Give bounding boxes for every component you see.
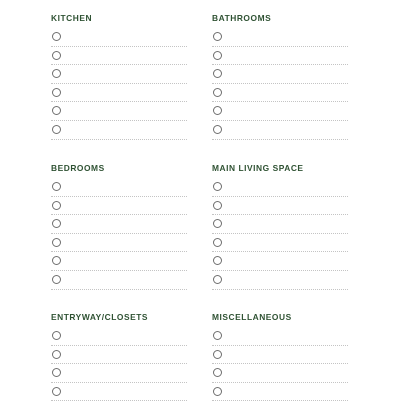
- checkbox-circle-icon[interactable]: [52, 182, 61, 191]
- checklist-item: [212, 47, 348, 66]
- checklist-item: [51, 383, 187, 401]
- section-title: MISCELLANEOUS: [212, 312, 292, 322]
- checklist-item: [51, 47, 187, 66]
- checklist-item: [212, 121, 348, 140]
- checklist-item: [212, 65, 348, 84]
- checkbox-circle-icon[interactable]: [52, 256, 61, 265]
- checklist-item: [51, 28, 187, 47]
- checklist-item: [51, 252, 187, 271]
- section-title: MAIN LIVING SPACE: [212, 163, 304, 173]
- checklist-item: [51, 234, 187, 253]
- checklist: [51, 327, 187, 401]
- checklist: [51, 28, 187, 140]
- checkbox-circle-icon[interactable]: [213, 368, 222, 377]
- checklist-item: [51, 102, 187, 121]
- checklist-item: [51, 364, 187, 383]
- checklist-item: [212, 327, 348, 346]
- checklist-item: [51, 346, 187, 365]
- checkbox-circle-icon[interactable]: [213, 238, 222, 247]
- checkbox-circle-icon[interactable]: [52, 219, 61, 228]
- checkbox-circle-icon[interactable]: [52, 125, 61, 134]
- checklist-item: [212, 364, 348, 383]
- checklist: [212, 327, 348, 401]
- checkbox-circle-icon[interactable]: [213, 32, 222, 41]
- checkbox-circle-icon[interactable]: [52, 51, 61, 60]
- checkbox-circle-icon[interactable]: [213, 387, 222, 396]
- checklist-item: [212, 28, 348, 47]
- checkbox-circle-icon[interactable]: [213, 125, 222, 134]
- section-title: BATHROOMS: [212, 13, 272, 23]
- checklist-item: [51, 178, 187, 197]
- checklist-item: [51, 197, 187, 216]
- checkbox-circle-icon[interactable]: [213, 256, 222, 265]
- checklist-item: [51, 327, 187, 346]
- section-title: ENTRYWAY/CLOSETS: [51, 312, 149, 322]
- checkbox-circle-icon[interactable]: [213, 331, 222, 340]
- checklist-item: [212, 215, 348, 234]
- checkbox-circle-icon[interactable]: [52, 69, 61, 78]
- checklist-item: [212, 271, 348, 290]
- checkbox-circle-icon[interactable]: [213, 106, 222, 115]
- checkbox-circle-icon[interactable]: [213, 275, 222, 284]
- checklist-item: [51, 215, 187, 234]
- checklist-item: [212, 346, 348, 365]
- checkbox-circle-icon[interactable]: [52, 387, 61, 396]
- checkbox-circle-icon[interactable]: [213, 182, 222, 191]
- checkbox-circle-icon[interactable]: [213, 350, 222, 359]
- checkbox-circle-icon[interactable]: [213, 69, 222, 78]
- checklist-item: [212, 234, 348, 253]
- checklist-item: [212, 102, 348, 121]
- checkbox-circle-icon[interactable]: [52, 368, 61, 377]
- checklist-item: [212, 197, 348, 216]
- checklist: [212, 178, 348, 290]
- checkbox-circle-icon[interactable]: [52, 275, 61, 284]
- checklist-item: [51, 271, 187, 290]
- checkbox-circle-icon[interactable]: [52, 350, 61, 359]
- checklist-item: [51, 84, 187, 103]
- checklist-item: [51, 121, 187, 140]
- checkbox-circle-icon[interactable]: [52, 88, 61, 97]
- checkbox-circle-icon[interactable]: [52, 106, 61, 115]
- section-title: BEDROOMS: [51, 163, 105, 173]
- checklist-item: [51, 65, 187, 84]
- checklist-item: [212, 84, 348, 103]
- checkbox-circle-icon[interactable]: [52, 32, 61, 41]
- checklist-item: [212, 383, 348, 401]
- checkbox-circle-icon[interactable]: [52, 201, 61, 210]
- checkbox-circle-icon[interactable]: [213, 88, 222, 97]
- checkbox-circle-icon[interactable]: [52, 238, 61, 247]
- checkbox-circle-icon[interactable]: [213, 51, 222, 60]
- checkbox-circle-icon[interactable]: [52, 331, 61, 340]
- checklist: [51, 178, 187, 290]
- checklist-item: [212, 178, 348, 197]
- checkbox-circle-icon[interactable]: [213, 219, 222, 228]
- checkbox-circle-icon[interactable]: [213, 201, 222, 210]
- checklist: [212, 28, 348, 140]
- checklist-item: [212, 252, 348, 271]
- section-title: KITCHEN: [51, 13, 93, 23]
